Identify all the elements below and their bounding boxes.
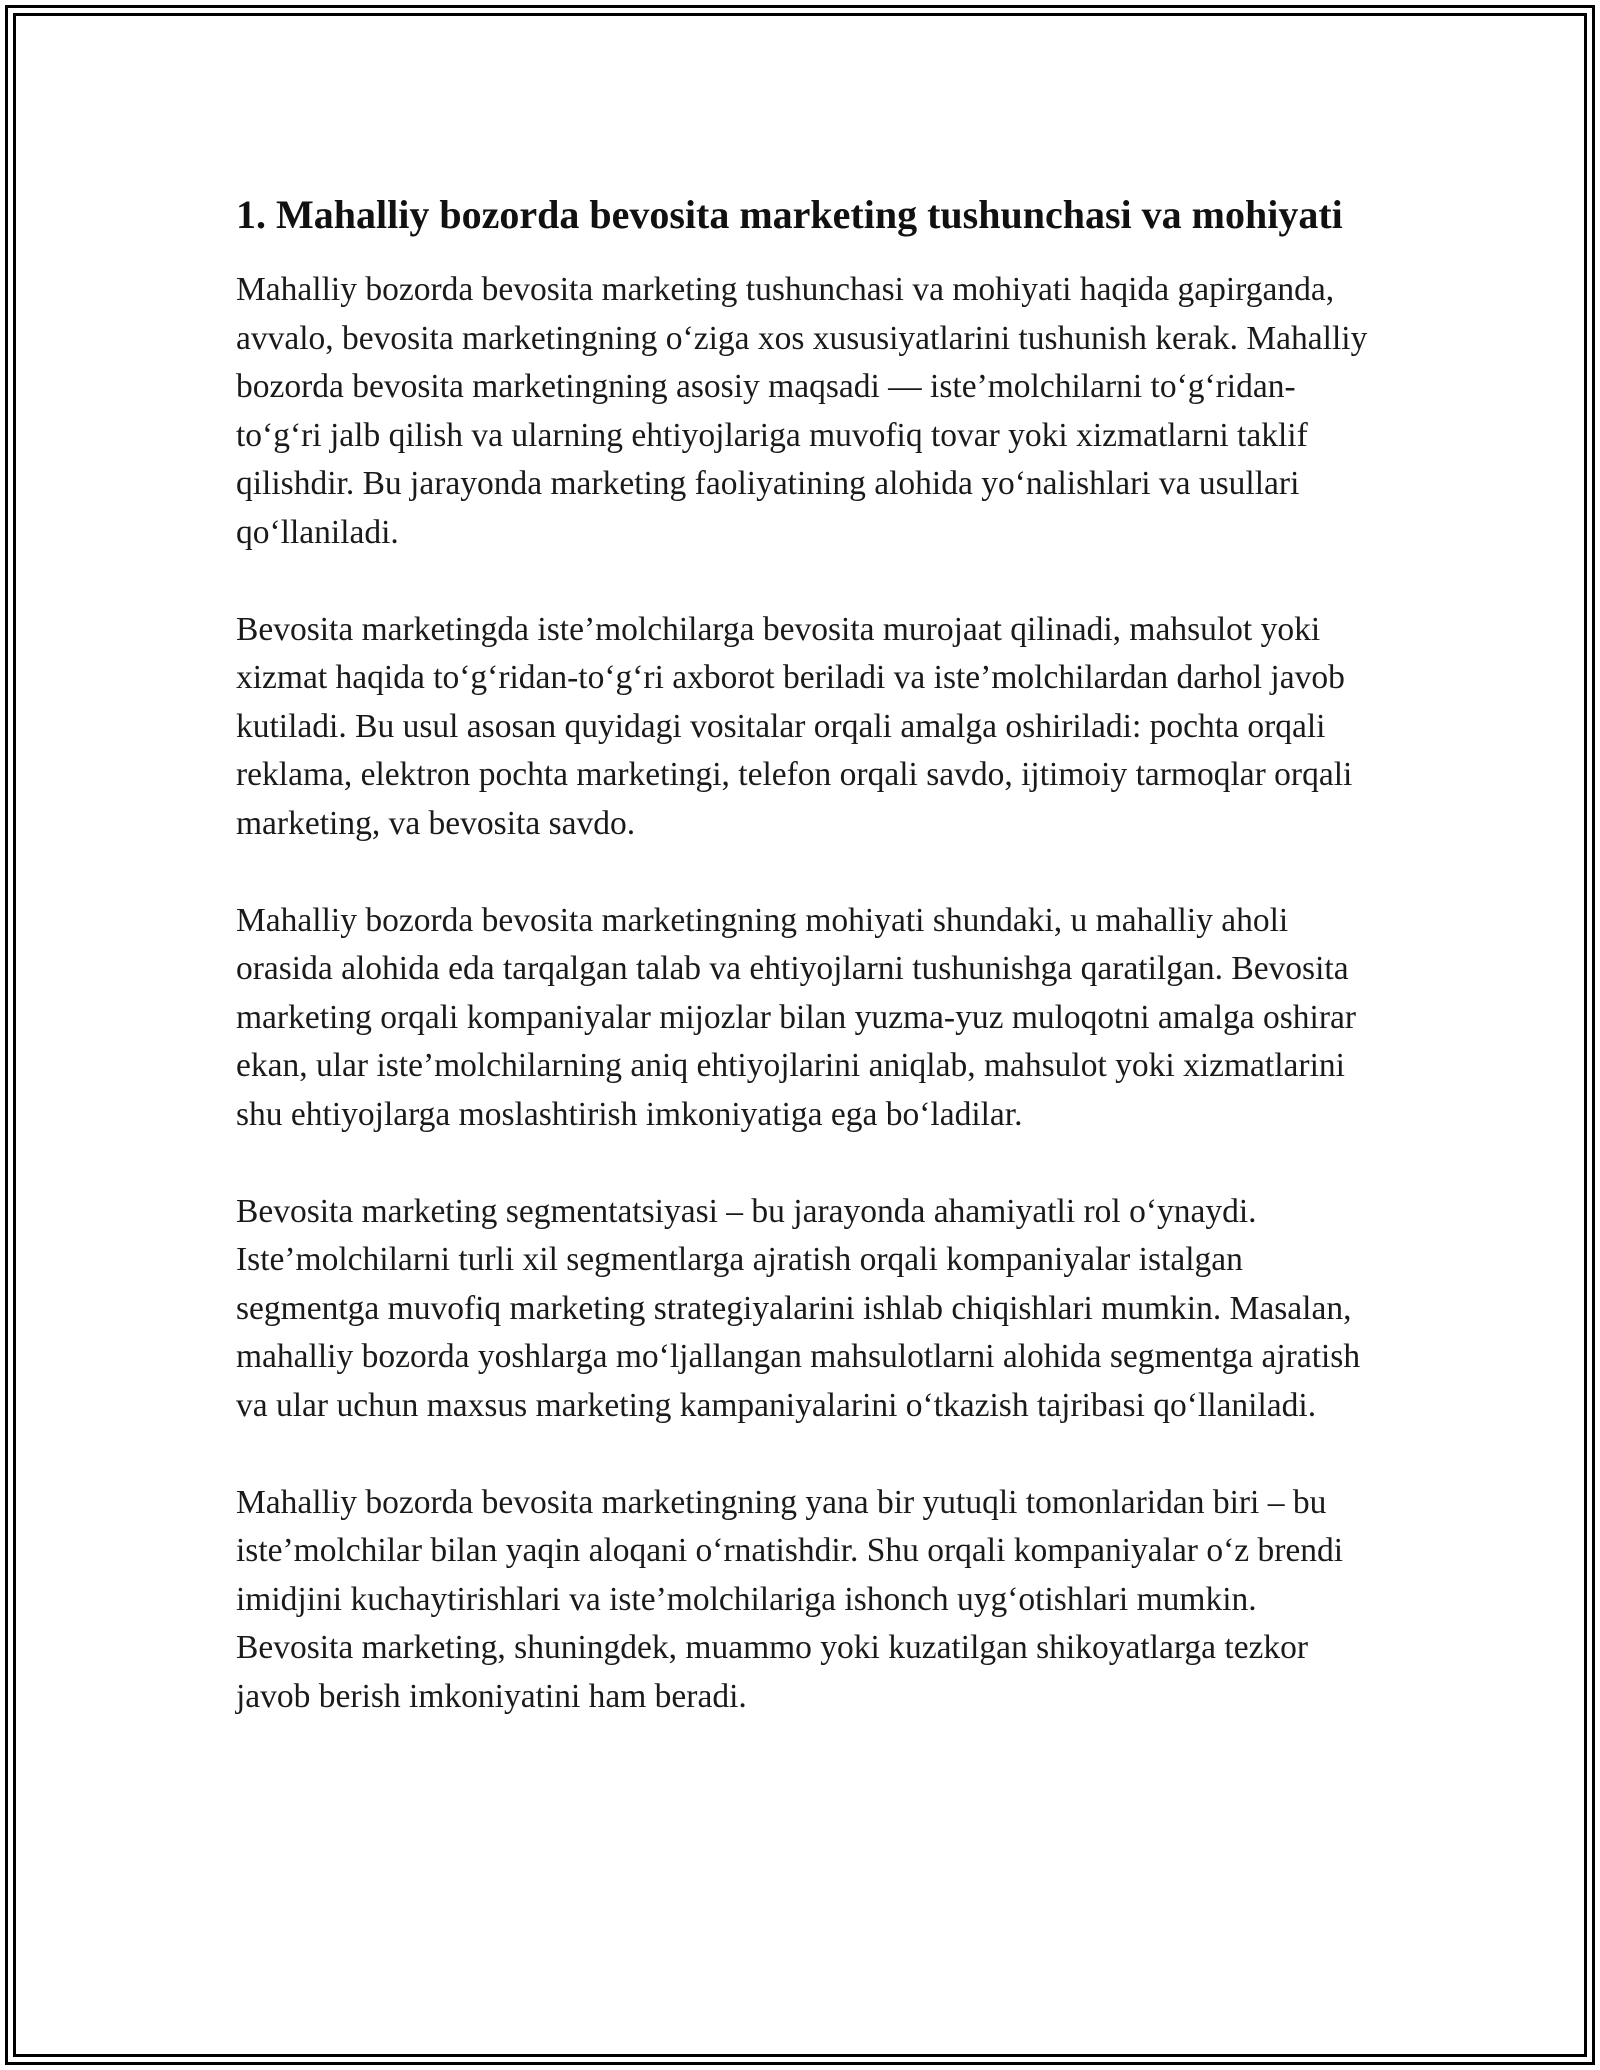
document-body <box>236 188 1376 1721</box>
paragraph-3: Mahalliy bozorda bevosita marketingning mohiyati shundaki, u mahalliy aholi orasida alohida eda tarqalgan talab va ehtiyojlarni tushunishga qaratilgan. Bevosita marketing orqali kompaniyalar mijozlar bilan yuzma-yuz muloqotni amalga oshirar ekan, ular iste’molchilarning aniq ehtiyojlarini aniqlab, mahsulot yoki xizmatlarini shu ehtiyojlarga moslashtirish imkoniyatiga ega bo‘ladilar. <box>236 901 1357 1133</box>
paragraph-2: Bevosita marketingda iste’molchilarga bevosita murojaat qilinadi, mahsulot yoki xizmat haqida to‘g‘ridan-to‘g‘ri axborot beriladi va iste’molchilardan darhol javob kutiladi. Bu usul asosan quyidagi vositalar orqali amalga oshiriladi: pochta orqali reklama, elektron pochta marketingi, telefon orqali savdo, ijtimoiy tarmoqlar orqali marketing, va bevosita savdo. <box>236 610 1353 842</box>
paragraph-1: Mahalliy bozorda bevosita marketing tushunchasi va mohiyati haqida gapirganda, avvalo, bevosita marketingning o‘ziga xos xususiyatlarini tushunish kerak. Mahalliy bozorda bevosita marketingning asosiy maqsadi — iste’molchilarni to‘g‘ridan-to‘g‘ri jalb qilish va ularning ehtiyojlariga muvofiq tovar yoki xizmatlarni taklif qilishdir. Bu jarayonda marketing faoliyatining alohida yo‘nalishlari va usullari qo‘llaniladi. <box>236 271 1368 551</box>
paragraph-4: Bevosita marketing segmentatsiyasi – bu jarayonda ahamiyatli rol o‘ynaydi. Iste’molchilarni turli xil segmentlarga ajratish orqali kompaniyalar istalgan segmentga muvofiq marketing strategiyalarini ishlab chiqishlari mumkin. Masalan, mahalliy bozorda yoshlarga mo‘ljallangan mahsulotlarni alohida segmentga ajratish va ular uchun maxsus marketing kampaniyalarini o‘tkazish tajribasi qo‘llaniladi. <box>236 1192 1361 1424</box>
section-heading: 1. Mahalliy bozorda bevosita marketing tushunchasi va mohiyati <box>236 192 1343 237</box>
paragraph-5: Mahalliy bozorda bevosita marketingning yana bir yutuqli tomonlaridan biri – bu iste’molchilar bilan yaqin aloqani o‘rnatishdir. Shu orqali kompaniyalar o‘z brendi imidjini kuchaytirishlari va iste’molchilariga ishonch uyg‘otishlari mumkin. Bevosita marketing, shuningdek, muammo yoki kuzatilgan shikoyatlarga tezkor javob berish imkoniyatini ham beradi. <box>236 1483 1344 1715</box>
